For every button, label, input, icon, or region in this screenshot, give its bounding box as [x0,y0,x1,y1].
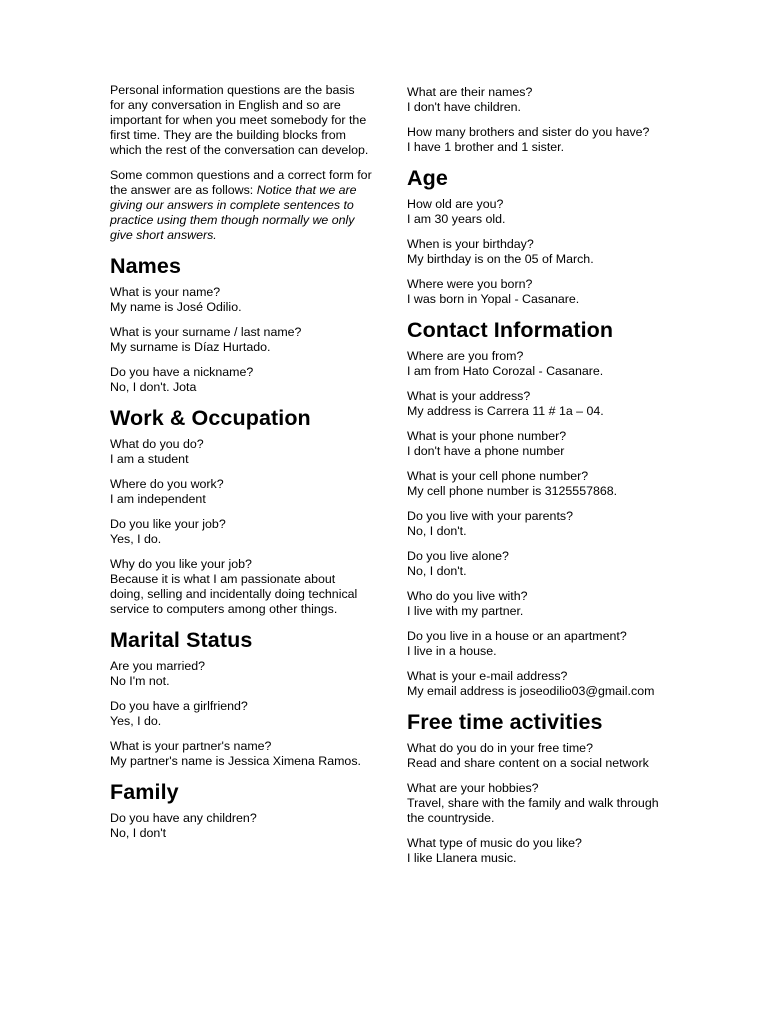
intro-instructions [110,168,372,243]
qa-item [407,836,669,866]
qa-item [110,365,372,395]
qa-item [407,549,669,579]
answer: I am independent [110,492,206,506]
question: What is your cell phone number? [407,469,589,483]
answer: I like Llanera music. [407,851,517,865]
question: Where do you work? [110,477,224,491]
answer: My birthday is on the 05 of March. [407,252,594,266]
instructions-text: Some common questions and a correct form for the answer are as follows: [110,168,372,197]
qa-item [407,589,669,619]
section-heading-free-time-activities: Free time activities [407,710,603,734]
question: What is your phone number? [407,429,567,443]
section-heading-age: Age [407,166,448,190]
answer: My partner's name is Jessica Ximena Ramos. [110,754,361,768]
qa-item [407,349,669,379]
answer: No, I don't [110,826,167,840]
right-column [407,85,669,876]
qa-item [407,629,669,659]
question: Do you have any children? [110,811,257,825]
qa-item [407,389,669,419]
question: What is your partner's name? [110,739,272,753]
answer: Travel, share with the family and walk through the countryside. [407,796,659,825]
qa-item [110,739,372,769]
intro-paragraph: Personal information questions are the basis for any conversation in English and so are important for when you meet somebody for the first time. They are the building blocks from which the rest of the conversation can develop. [110,83,369,157]
question: What is your e-mail address? [407,669,568,683]
answer: No, I don't. [407,524,467,538]
question: What do you do in your free time? [407,741,593,755]
answer: No I'm not. [110,674,170,688]
answer: My surname is Díaz Hurtado. [110,340,271,354]
question: What type of music do you like? [407,836,582,850]
question: Do you live alone? [407,549,509,563]
qa-item [407,781,669,826]
answer: Because it is what I am passionate about doing, selling and incidentally doing technical service to computers among other things. [110,572,358,616]
answer: My email address is joseodilio03@gmail.com [407,684,655,698]
question: Do you live in a house or an apartment? [407,629,627,643]
instructions-note: Notice that we are giving our answers in complete sentences to practice using them though normally we only give short answers. [110,183,357,242]
question: Do you live with your parents? [407,509,573,523]
question: What is your name? [110,285,221,299]
answer: I have 1 brother and 1 sister. [407,140,565,154]
qa-item [407,277,669,307]
qa-item [407,741,669,771]
qa-item [110,477,372,507]
qa-item [110,325,372,355]
answer: I live with my partner. [407,604,524,618]
left-column [110,83,372,851]
question: What is your address? [407,389,531,403]
question: Who do you live with? [407,589,528,603]
section-heading-contact-information: Contact Information [407,318,614,342]
answer: I don't have a phone number [407,444,565,458]
qa-item [407,237,669,267]
qa-item [407,197,669,227]
answer: My address is Carrera 11 # 1a – 04. [407,404,604,418]
answer: Read and share content on a social network [407,756,649,770]
qa-item [110,437,372,467]
question: How many brothers and sister do you have? [407,125,650,139]
answer: I live in a house. [407,644,497,658]
answer: My cell phone number is 3125557868. [407,484,618,498]
answer: I don't have children. [407,100,521,114]
question: Are you married? [110,659,206,673]
answer: I am from Hato Corozal - Casanare. [407,364,604,378]
section-heading-family: Family [110,780,179,804]
question: What is your surname / last name? [110,325,302,339]
question: What are their names? [407,85,533,99]
section-heading-work: Work & Occupation [110,406,311,430]
answer: Yes, I do. [110,714,162,728]
answer: I am 30 years old. [407,212,506,226]
answer: Yes, I do. [110,532,162,546]
question: Do you have a nickname? [110,365,254,379]
answer: No, I don't. Jota [110,380,197,394]
question: What do you do? [110,437,204,451]
question: Do you like your job? [110,517,226,531]
qa-item [407,469,669,499]
answer: I was born in Yopal - Casanare. [407,292,580,306]
question: What are your hobbies? [407,781,539,795]
qa-item [407,85,669,115]
question: Where were you born? [407,277,533,291]
answer: I am a student [110,452,189,466]
question: Why do you like your job? [110,557,252,571]
qa-item [110,659,372,689]
section-heading-names: Names [110,254,182,278]
qa-item [407,429,669,459]
qa-item [110,811,372,841]
qa-item [407,509,669,539]
section-heading-marital-status: Marital Status [110,628,253,652]
qa-item [110,557,372,617]
question: Do you have a girlfriend? [110,699,248,713]
answer: No, I don't. [407,564,467,578]
question: When is your birthday? [407,237,534,251]
answer: My name is José Odilio. [110,300,242,314]
question: Where are you from? [407,349,524,363]
qa-item [110,517,372,547]
qa-item [407,125,669,155]
qa-item [407,669,669,699]
question: How old are you? [407,197,504,211]
qa-item [110,699,372,729]
qa-item [110,285,372,315]
